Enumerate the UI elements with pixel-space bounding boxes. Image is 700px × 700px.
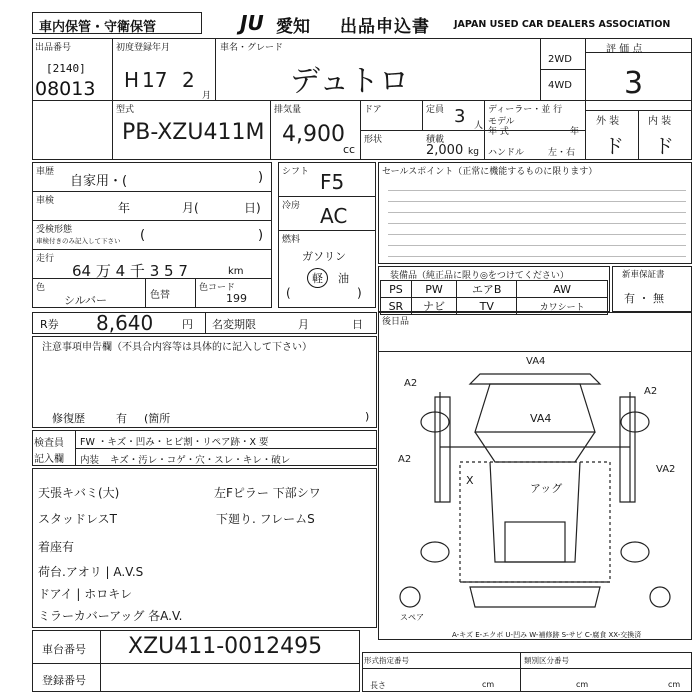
- equipment-label: 装備品（純正品に限り◎をつけてください）: [390, 271, 569, 281]
- equip-airbag: エアB: [457, 281, 517, 298]
- shift-label: シフト: [282, 167, 310, 177]
- chassis-label: 車台番号: [42, 643, 86, 656]
- ext-label: 外 装: [596, 116, 620, 127]
- history-label: 車歴: [36, 167, 55, 177]
- model-label: 型式: [116, 105, 135, 115]
- handle-options: 左・右: [548, 148, 576, 158]
- mileage-label: 走行: [36, 254, 55, 264]
- footer-unit3: cm: [668, 680, 681, 689]
- mark-va2-right: VA2: [656, 464, 676, 475]
- load-unit: kg: [468, 147, 479, 157]
- inspector-interior-label: 内装: [80, 455, 100, 466]
- inspection-month: 月(: [182, 201, 199, 215]
- receipt-open: (: [140, 228, 146, 243]
- fuel-paren-close: ): [357, 286, 362, 300]
- handle-label: ハンドル: [488, 148, 525, 158]
- note-left-1: スタッドレスT: [38, 512, 117, 526]
- first-reg-era: H: [124, 68, 140, 92]
- rating-label: 評 価 点: [606, 44, 643, 55]
- color-change-label: 色替: [150, 290, 170, 301]
- spare-label: スペア: [400, 613, 424, 622]
- rating-value: 3: [624, 66, 644, 101]
- history-value: 自家用・(: [70, 174, 128, 189]
- footer-sub1: 長さ: [370, 681, 386, 690]
- lot-label: 出品番号: [35, 43, 72, 53]
- inspector-interior-row: キズ・汚レ・コゲ・穴・スレ・キレ・破レ: [110, 455, 291, 466]
- footer-unit2: cm: [576, 680, 589, 689]
- receipt-label: 受検形態: [36, 225, 73, 235]
- category-box: [32, 12, 202, 34]
- equip-ps: PS: [381, 281, 412, 298]
- inspection-day: 日): [244, 201, 261, 215]
- mark-aggu: アッグ: [530, 482, 563, 495]
- note-left-2: 着座有: [38, 540, 75, 554]
- inspection-year: 年: [118, 201, 131, 215]
- after-fit-block: [378, 312, 692, 352]
- car-name-value: デュトロ: [290, 64, 410, 99]
- footer-unit1: cm: [482, 680, 495, 689]
- first-reg-month: 2: [182, 68, 195, 92]
- equip-pw: PW: [411, 281, 456, 298]
- first-reg-label: 初度登録年月: [116, 43, 171, 53]
- inspector-label1: 検査員: [34, 438, 64, 449]
- repair-value: 有: [116, 412, 127, 425]
- chassis-value: XZU411-0012495: [128, 634, 323, 659]
- ju-logo: JU: [240, 11, 264, 35]
- damage-legend: A-キズ E-エクボ U-凹み W-補修跡 S-サビ C-腐食 XX-交換済: [452, 631, 642, 639]
- inspector-fw-row: FW ・キズ・凹み・ヒビ割・リペア跡・X 要: [80, 437, 269, 448]
- fuel-oil: 油: [338, 272, 349, 285]
- sales-point-label: セールスポイント（正常に機能するものに限ります）: [382, 167, 598, 177]
- equip-navi: ナビ: [411, 298, 456, 315]
- recycle-label: R券: [40, 318, 59, 331]
- load-value: 2,000: [426, 143, 464, 158]
- dealer-year-label: 年 式: [488, 127, 509, 137]
- model-value: PB-XZU411M: [122, 120, 265, 145]
- capacity-unit: 人: [474, 121, 484, 131]
- ac-label: 冷房: [282, 201, 301, 211]
- history-close: ): [258, 170, 264, 185]
- equip-seat: カワシート: [517, 298, 608, 315]
- receipt-close: ): [258, 228, 264, 243]
- color-label: 色: [36, 283, 46, 293]
- color-code-label: 色コード: [199, 283, 236, 293]
- inspection-label: 車検: [36, 196, 55, 206]
- shape-label: 形状: [364, 135, 383, 145]
- ac-value: AC: [320, 204, 348, 228]
- shift-value: F5: [320, 170, 345, 194]
- dealer-year-unit: 年: [570, 127, 580, 137]
- after-fit-label: 後日品: [382, 317, 410, 327]
- first-reg-year: 17: [142, 68, 168, 92]
- displacement-value: 4,900: [282, 122, 345, 147]
- fuel-light: 軽: [307, 268, 328, 288]
- first-reg-month-unit: 月: [202, 91, 212, 101]
- mark-va4-mid: VA4: [530, 412, 552, 425]
- lot-code: [2140]: [46, 62, 86, 75]
- equip-tv: TV: [457, 298, 517, 315]
- mark-a2-right-top: A2: [644, 386, 658, 397]
- note-right-0: 左Fピラー 下部シワ: [214, 486, 321, 500]
- car-name-label: 車名・グレード: [220, 43, 284, 53]
- footer-label2: 類別区分番号: [524, 656, 569, 665]
- mark-x: X: [466, 474, 474, 487]
- drive-4wd: 4WD: [548, 80, 572, 91]
- roof-outline: [470, 374, 600, 384]
- note-left-4: ドアイ | ホロキレ: [38, 587, 133, 601]
- org-name: 愛知: [276, 17, 310, 37]
- mileage-value: 64 万 4 千 3 5 7: [72, 262, 188, 280]
- doc-title-en: JAPAN USED CAR DEALERS ASSOCIATION: [454, 19, 671, 30]
- category-label: 車内保管・守衛保管: [39, 20, 157, 35]
- note-left-0: 天張キバミ(大): [38, 486, 120, 500]
- note-left-5: ミラーカバーアッグ 各A.V.: [38, 609, 183, 623]
- repair-place: (箇所: [144, 412, 171, 425]
- capacity-label: 定員: [426, 105, 445, 115]
- registration-label: 登録番号: [42, 674, 86, 687]
- drive-2wd: 2WD: [548, 54, 572, 65]
- int-value: ド: [654, 134, 674, 158]
- doors-label: ドア: [364, 105, 382, 115]
- recycle-value: 8,640: [96, 311, 154, 335]
- name-change-month: 月: [298, 318, 309, 331]
- mark-va4-top: VA4: [526, 356, 546, 367]
- repair-close: ): [365, 410, 370, 423]
- fuel-label: 燃料: [282, 235, 301, 245]
- notes-label: 注意事項申告欄（不具合内容等は具体的に記入して下さい）: [42, 342, 312, 353]
- mark-a2-left-top: A2: [404, 378, 418, 389]
- mileage-unit: km: [228, 266, 244, 277]
- equip-aw: AW: [517, 281, 608, 298]
- dealer-model: モデル: [488, 117, 515, 127]
- capacity-value: 3: [454, 106, 466, 127]
- name-change-label: 名変期限: [212, 318, 256, 331]
- sales-point-lines: [388, 180, 686, 258]
- note-left-3: 荷台.アオリ | A.V.S: [38, 565, 144, 579]
- note-right-1: 下廻り. フレームS: [216, 512, 315, 526]
- doc-title: 出品申込書: [340, 17, 430, 37]
- receipt-note: 車検付きのみ記入して下さい: [36, 237, 121, 245]
- color-code-value: 199: [226, 292, 247, 305]
- fuel-paren-open: (: [286, 286, 291, 300]
- footer-label1: 形式指定番号: [364, 656, 409, 665]
- dealer-label: ディーラー・並 行: [488, 105, 563, 115]
- lot-number: 08013: [35, 78, 96, 100]
- displacement-unit: cc: [343, 143, 356, 156]
- recycle-unit: 円: [182, 318, 193, 331]
- load-label: 積載: [426, 135, 445, 145]
- warranty-options: 有 ・ 無: [624, 292, 664, 305]
- color-value: シルバー: [64, 294, 107, 307]
- int-label: 内 装: [648, 116, 672, 127]
- equip-sr: SR: [381, 298, 412, 315]
- fuel-gas: ガソリン: [302, 250, 346, 263]
- name-change-day: 日: [352, 318, 363, 331]
- repair-label: 修復歴: [52, 412, 85, 425]
- displacement-label: 排気量: [274, 105, 302, 115]
- inspector-label2: 記入欄: [34, 454, 64, 465]
- equipment-grid: [380, 280, 608, 315]
- ext-value: ド: [604, 134, 624, 158]
- warranty-label: 新車保証書: [622, 270, 665, 280]
- mark-a2-left: A2: [398, 454, 412, 465]
